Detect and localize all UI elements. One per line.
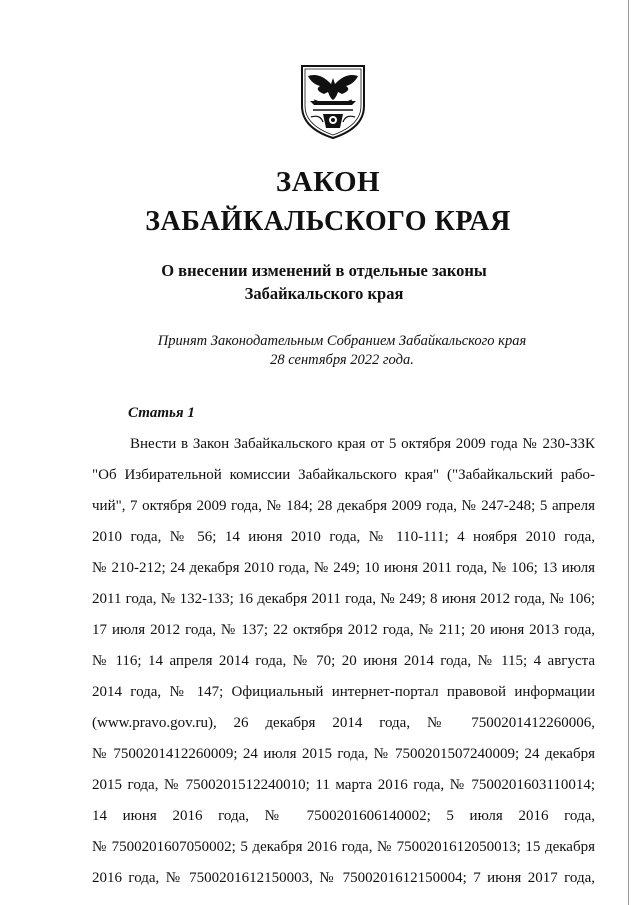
adoption-note-line-1: Принят Законодательным Собранием Забайкальского края (157, 333, 527, 349)
body-line: "Об Избирательной комиссии Забайкальского края" ("Забайкальский рабо- (92, 467, 595, 483)
body-line: № 7500201607050002; 5 декабря 2016 года, № 7500201612050013; 15 декабря (92, 839, 595, 855)
law-title: ЗАКОН (275, 166, 381, 198)
body-line: № 210-212; 24 декабря 2010 года, № 249; 10 июня 2011 года, № 106; 13 июля (92, 560, 595, 576)
body-line: 17 июля 2012 года, № 137; 22 октября 2012 года, № 211; 20 июня 2013 года, (92, 622, 595, 638)
body-line: 14 июня 2016 года, № 7500201606140002; 5 июля 2016 года, (92, 808, 595, 824)
law-subject-line-2: Забайкальского края (244, 284, 404, 303)
body-line: 2016 года, № 7500201612150003, № 7500201612150004; 7 июня 2017 года, (92, 870, 595, 886)
adoption-note (0, 332, 640, 370)
law-region-title: ЗАБАЙКАЛЬСКОГО КРАЯ (145, 206, 511, 237)
article-heading: Статья 1 (128, 405, 195, 421)
law-subject (0, 259, 640, 305)
body-line: № 7500201412260009; 24 июля 2015 года, № 7500201507240009; 24 декабря (92, 746, 595, 762)
page-edge-line (628, 0, 629, 905)
body-line: 2014 года, № 147; Официальный интернет-портал правовой информации (92, 684, 595, 700)
body-line: 2011 года, № 132-133; 16 декабря 2011 года, № 249; 8 июня 2012 года, № 106; (92, 591, 595, 607)
body-line: 2010 года, № 56; 14 июня 2010 года, № 110-111; 4 ноября 2010 года, (92, 529, 595, 545)
adoption-note-line-2: 28 сентября 2022 года. (270, 352, 414, 368)
coat-of-arms-icon (298, 62, 368, 140)
body-line: № 116; 14 апреля 2014 года, № 70; 20 июня 2014 года, № 115; 4 августа (92, 653, 595, 669)
body-line: Внести в Закон Забайкальского края от 5 октября 2009 года № 230-ЗЗК (130, 436, 595, 452)
law-subject-line-1: О внесении изменений в отдельные законы (161, 261, 487, 280)
body-line: 2015 года, № 7500201512240010; 11 марта 2016 года, № 7500201603110014; (92, 777, 595, 793)
body-line: (www.pravo.gov.ru), 26 декабря 2014 года, № 7500201412260006, (92, 715, 595, 731)
body-line: чий", 7 октября 2009 года, № 184; 28 декабря 2009 года, № 247-248; 5 апреля (92, 498, 595, 514)
